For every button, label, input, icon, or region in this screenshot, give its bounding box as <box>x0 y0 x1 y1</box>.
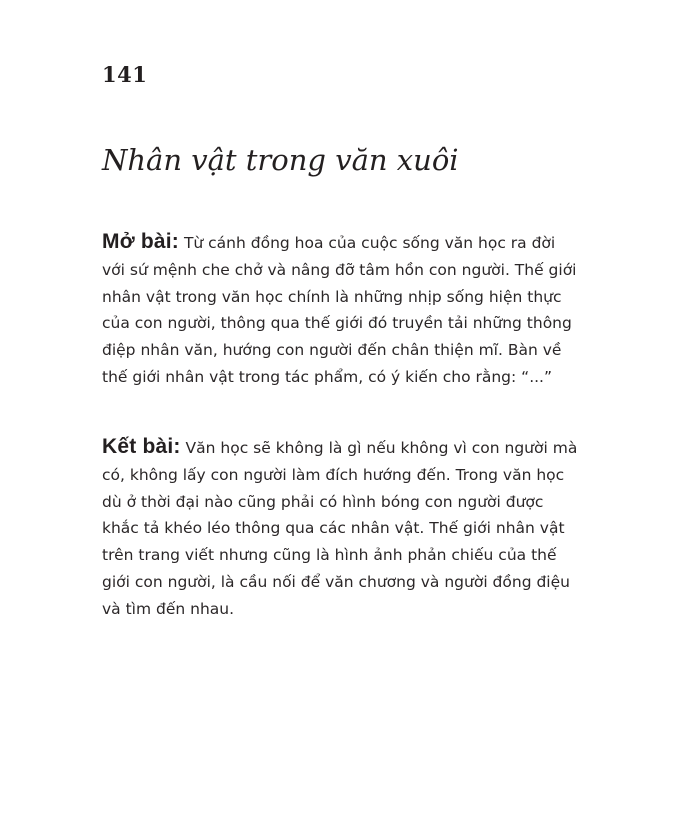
chapter-title: Nhân vật trong văn xuôi <box>102 143 459 177</box>
closing-section <box>102 434 616 623</box>
opening-text-line: điệp nhân văn, hướng con người đến chân thiện mĩ. Bàn về <box>102 341 562 360</box>
closing-text-line: trên trang viết nhưng cũng là hình ảnh phản chiếu của thế <box>102 546 557 565</box>
closing-line-1 <box>102 434 616 462</box>
closing-text-line: dù ở thời đại nào cũng phải có hình bóng con người được <box>102 492 544 511</box>
closing-text-line: khắc tả khéo léo thông qua các nhân vật. Thế giới nhân vật <box>102 519 565 538</box>
opening-text-line: thế giới nhân vật trong tác phẩm, có ý kiến cho rằng: “...” <box>102 367 552 386</box>
closing-label: Kết bài: <box>102 435 181 458</box>
closing-text-line: giới con người, là cầu nối để văn chương và người đồng điệu <box>102 572 570 591</box>
opening-text-line: Từ cánh đồng hoa của cuộc sống văn học ra đời <box>183 234 556 252</box>
page-number: 141 <box>102 62 148 87</box>
opening-section <box>102 229 616 391</box>
closing-text-line: và tìm đến nhau. <box>102 599 235 618</box>
opening-text-line: nhân vật trong văn học chính là những nhịp sống hiện thực <box>102 287 562 306</box>
closing-text-line: có, không lấy con người làm đích hướng đến. Trong văn học <box>102 465 565 484</box>
opening-text-line: với sứ mệnh che chở và nâng đỡ tâm hồn con người. Thế giới <box>102 260 577 279</box>
closing-text-line: Văn học sẽ không là gì nếu không vì con người mà <box>185 439 578 457</box>
opening-line-1 <box>102 229 616 257</box>
opening-text-line: của con người, thông qua thế giới đó truyền tải những thông <box>102 314 572 333</box>
opening-label: Mở bài: <box>102 230 179 253</box>
